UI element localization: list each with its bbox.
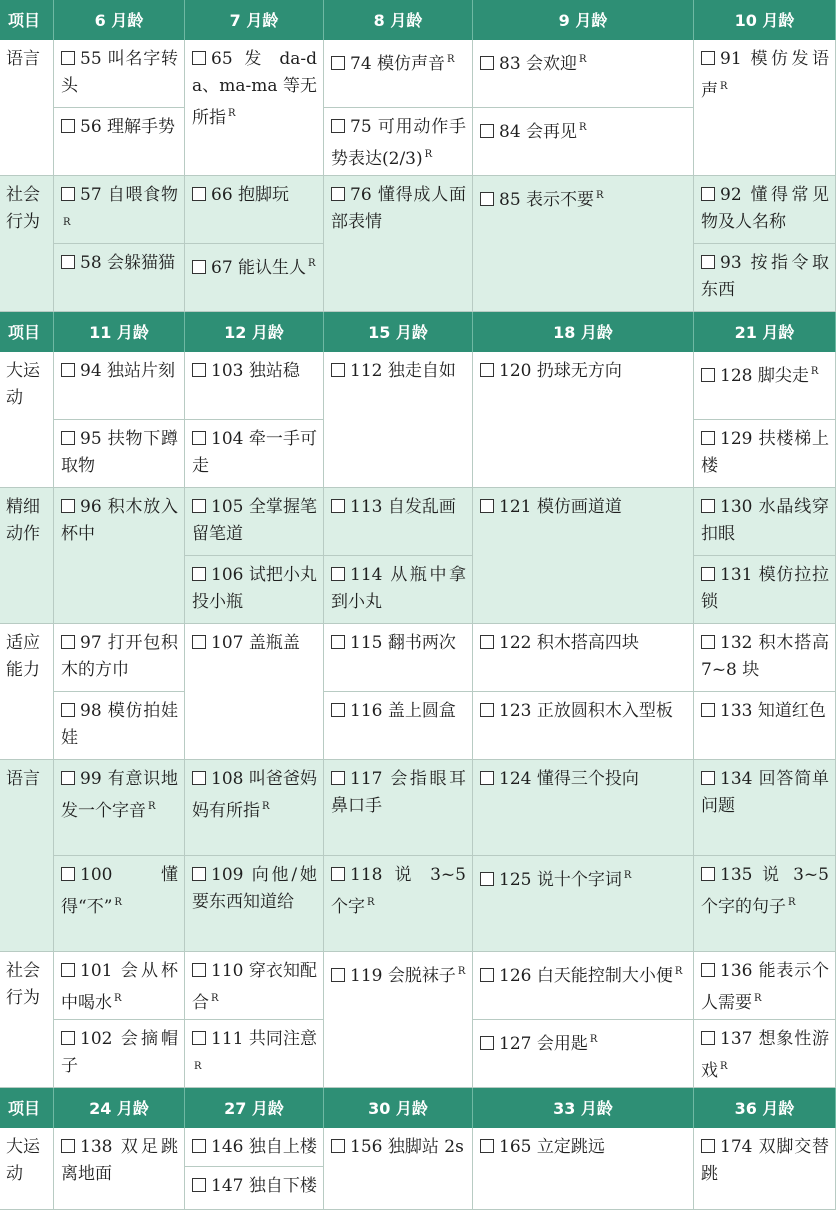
milestone-text: 83 会欢迎 [499, 54, 578, 74]
milestone-text: 98 模仿拍娃娃 [61, 701, 178, 748]
milestone-text: 121 模仿画道道 [499, 497, 622, 517]
milestone-text: 103 独站稳 [211, 361, 300, 381]
checkbox-icon[interactable] [192, 51, 206, 65]
milestone-text: 99 有意识地发一个字音 [61, 769, 178, 821]
milestone-item [324, 352, 473, 488]
milestone-text: 94 独站片刻 [80, 361, 176, 381]
milestone-text: 107 盖瓶盖 [211, 633, 300, 653]
checkbox-icon[interactable] [192, 499, 206, 513]
report-mark: R [148, 801, 156, 812]
checkbox-icon[interactable] [480, 1139, 494, 1153]
checkbox-icon[interactable] [331, 635, 345, 649]
milestone-text: 118 说 3~5 个字 [331, 865, 466, 917]
checkbox-icon[interactable] [192, 187, 206, 201]
milestone-item [694, 1020, 836, 1088]
checkbox-icon[interactable] [192, 867, 206, 881]
report-mark: R [308, 258, 316, 269]
milestone-text: 138 双足跳离地面 [61, 1137, 178, 1184]
age-header: 8 月龄 [324, 0, 473, 40]
category-label: 精细动作 [0, 488, 54, 624]
report-mark: R [720, 1061, 728, 1072]
milestone-text: 105 全掌握笔留笔道 [192, 497, 317, 544]
milestone-item [185, 952, 324, 1020]
report-mark: R [589, 1034, 598, 1045]
milestone-text: 66 抱脚玩 [211, 185, 290, 205]
checkbox-icon[interactable] [701, 703, 715, 717]
checkbox-icon[interactable] [192, 260, 206, 274]
milestone-item [694, 760, 836, 856]
milestone-item [324, 1128, 473, 1210]
milestone-item [54, 244, 185, 312]
report-mark: R [262, 801, 270, 812]
milestone-text: 116 盖上圆盒 [350, 701, 456, 721]
milestone-text: 129 扶楼梯上楼 [701, 429, 829, 476]
milestone-item [473, 1020, 694, 1088]
milestone-item [54, 176, 185, 244]
milestone-item [54, 108, 185, 176]
milestone-text: 104 牵一手可走 [192, 429, 317, 476]
milestone-item [185, 420, 324, 488]
milestone-text: 93 按指令取东西 [701, 253, 829, 300]
report-mark: R [596, 190, 604, 201]
milestone-text: 100 懂得“不” [61, 865, 178, 917]
age-header: 9 月龄 [473, 0, 694, 40]
age-header: 33 月龄 [473, 1088, 694, 1128]
milestone-text: 109 向他/她要东西知道给 [192, 865, 317, 912]
milestone-text: 96 积木放入杯中 [61, 497, 178, 544]
milestone-item [54, 952, 185, 1020]
milestone-item [473, 176, 694, 312]
milestone-text: 110 穿衣知配合 [192, 961, 317, 1013]
checkbox-icon[interactable] [701, 635, 715, 649]
milestone-text: 74 模仿声音 [350, 54, 446, 74]
milestone-item [324, 556, 473, 624]
milestone-item [324, 692, 473, 760]
checkbox-icon[interactable] [61, 771, 75, 785]
milestone-item [185, 40, 324, 176]
checkbox-icon[interactable] [61, 867, 75, 881]
milestone-text: 75 可用动作手势表达(2/3) [331, 117, 466, 169]
milestone-item [54, 692, 185, 760]
checkbox-icon[interactable] [701, 867, 715, 881]
checkbox-icon[interactable] [192, 431, 206, 445]
milestone-item [54, 1020, 185, 1088]
report-mark: R [194, 1061, 202, 1072]
milestone-item [54, 488, 185, 624]
milestone-item [694, 856, 836, 952]
milestone-item [324, 40, 473, 108]
checkbox-icon[interactable] [61, 1139, 75, 1153]
milestone-text: 67 能认生人 [211, 258, 307, 278]
checkbox-icon[interactable] [480, 703, 494, 717]
milestone-text: 84 会再见 [499, 122, 578, 142]
milestone-item [473, 352, 694, 488]
milestone-text: 56 理解手势 [80, 117, 176, 137]
age-header: 12 月龄 [185, 312, 324, 352]
milestone-text: 55 叫名字转头 [61, 49, 178, 96]
milestone-text: 134 回答简单问题 [701, 769, 829, 816]
report-mark: R [367, 897, 375, 908]
checkbox-icon[interactable] [61, 963, 75, 977]
milestone-item [324, 856, 473, 952]
checkbox-icon[interactable] [331, 867, 345, 881]
milestone-text: 131 模仿拉拉锁 [701, 565, 829, 612]
milestone-item [473, 760, 694, 856]
milestone-text: 133 知道红色 [720, 701, 826, 721]
report-mark: R [63, 217, 71, 228]
age-header: 27 月龄 [185, 1088, 324, 1128]
milestone-item [185, 488, 324, 556]
milestone-text: 128 脚尖走 [720, 366, 809, 386]
report-mark: R [228, 108, 236, 119]
age-header: 6 月龄 [54, 0, 185, 40]
checkbox-icon[interactable] [192, 963, 206, 977]
checkbox-icon[interactable] [61, 363, 75, 377]
checkbox-icon[interactable] [331, 968, 345, 982]
checkbox-icon[interactable] [480, 1036, 494, 1050]
checkbox-icon[interactable] [331, 703, 345, 717]
milestone-text: 146 独自上楼 [211, 1137, 317, 1157]
milestone-item [473, 624, 694, 692]
checkbox-icon[interactable] [61, 1031, 75, 1045]
age-header: 24 月龄 [54, 1088, 185, 1128]
milestone-text: 127 会用匙 [499, 1034, 588, 1054]
checkbox-icon[interactable] [61, 187, 75, 201]
milestone-text: 111 共同注意 [211, 1029, 317, 1049]
checkbox-icon[interactable] [61, 703, 75, 717]
checkbox-icon[interactable] [61, 51, 75, 65]
report-mark: R [447, 54, 455, 65]
checkbox-icon[interactable] [480, 363, 494, 377]
milestone-text: 101 会从杯中喝水 [61, 961, 178, 1013]
milestone-item [324, 108, 473, 176]
checkbox-icon[interactable] [331, 771, 345, 785]
checkbox-icon[interactable] [192, 363, 206, 377]
milestone-item [324, 624, 473, 692]
checkbox-icon[interactable] [61, 255, 75, 269]
milestone-item [694, 244, 836, 312]
age-header: 7 月龄 [185, 0, 324, 40]
milestone-item [473, 692, 694, 760]
milestone-text: 174 双脚交替跳 [701, 1137, 829, 1184]
checkbox-icon[interactable] [701, 51, 715, 65]
milestone-item [185, 352, 324, 420]
milestone-item [54, 420, 185, 488]
checkbox-icon[interactable] [480, 124, 494, 138]
milestone-text: 120 扔球无方向 [499, 361, 622, 381]
checkbox-icon[interactable] [701, 1139, 715, 1153]
checkbox-icon[interactable] [61, 499, 75, 513]
checkbox-icon[interactable] [480, 771, 494, 785]
milestone-text: 112 独走自如 [350, 361, 456, 381]
age-header: 10 月龄 [694, 0, 836, 40]
checkbox-icon[interactable] [192, 1139, 206, 1153]
age-header: 30 月龄 [324, 1088, 473, 1128]
checkbox-icon[interactable] [331, 499, 345, 513]
category-label: 语言 [0, 40, 54, 176]
milestone-text: 123 正放圆积木入型板 [499, 701, 673, 721]
milestone-item [473, 952, 694, 1020]
milestone-item [54, 856, 185, 952]
milestone-item [54, 1128, 185, 1210]
checkbox-icon[interactable] [331, 187, 345, 201]
checkbox-icon[interactable] [701, 431, 715, 445]
milestone-text: 147 独自下楼 [211, 1176, 317, 1196]
milestone-item [694, 488, 836, 556]
milestone-item [185, 856, 324, 952]
milestone-item [185, 556, 324, 624]
report-mark: R [623, 870, 632, 881]
milestone-item [694, 692, 836, 760]
milestone-item [185, 176, 324, 244]
milestone-item [473, 856, 694, 952]
checkbox-icon[interactable] [480, 499, 494, 513]
milestone-item [694, 176, 836, 244]
milestone-item [473, 1128, 694, 1210]
report-mark: R [114, 897, 122, 908]
checkbox-icon[interactable] [701, 368, 715, 382]
milestone-text: 113 自发乱画 [350, 497, 456, 517]
milestone-item [694, 352, 836, 420]
checkbox-icon[interactable] [192, 635, 206, 649]
checkbox-icon[interactable] [331, 56, 345, 70]
milestone-text: 114 从瓶中拿到小丸 [331, 565, 466, 612]
milestone-text: 137 想象性游戏 [701, 1029, 829, 1081]
milestone-item [473, 108, 694, 176]
milestone-item [473, 488, 694, 624]
milestone-text: 76 懂得成人面部表情 [331, 185, 466, 232]
checkbox-icon[interactable] [61, 431, 75, 445]
milestone-item [54, 40, 185, 108]
checkbox-icon[interactable] [701, 1031, 715, 1045]
milestone-text: 92 懂得常见物及人名称 [701, 185, 829, 232]
checkbox-icon[interactable] [480, 872, 494, 886]
age-header: 18 月龄 [473, 312, 694, 352]
milestone-item [54, 352, 185, 420]
milestone-text: 156 独脚站 2s [350, 1137, 464, 1157]
milestone-item [324, 760, 473, 856]
report-mark: R [579, 122, 587, 133]
milestone-item [694, 420, 836, 488]
checkbox-icon[interactable] [701, 567, 715, 581]
checkbox-icon[interactable] [701, 255, 715, 269]
category-label: 语言 [0, 760, 54, 952]
milestone-item [185, 760, 324, 856]
milestone-text: 132 积木搭高 7~8 块 [701, 633, 829, 680]
checkbox-icon[interactable] [192, 771, 206, 785]
milestone-item [324, 488, 473, 556]
report-mark: R [720, 81, 728, 92]
checkbox-icon[interactable] [480, 192, 494, 206]
checkbox-icon[interactable] [61, 119, 75, 133]
milestone-item [185, 1167, 324, 1210]
checkbox-icon[interactable] [192, 1031, 206, 1045]
milestone-item [185, 1020, 324, 1088]
milestone-text: 108 叫爸爸妈妈有所指 [192, 769, 317, 821]
checkbox-icon[interactable] [480, 56, 494, 70]
milestone-item [54, 760, 185, 856]
milestone-item [185, 624, 324, 760]
report-mark: R [211, 993, 219, 1004]
checkbox-icon[interactable] [192, 567, 206, 581]
report-mark: R [114, 993, 122, 1004]
milestone-text: 115 翻书两次 [350, 633, 456, 653]
report-mark: R [424, 149, 433, 160]
category-label: 社会行为 [0, 176, 54, 312]
milestone-text: 122 积木搭高四块 [499, 633, 639, 653]
milestone-text: 125 说十个字词 [499, 870, 622, 890]
milestone-text: 126 白天能控制大小便 [499, 966, 673, 986]
milestone-item [694, 1128, 836, 1210]
category-label: 适应能力 [0, 624, 54, 760]
checkbox-icon[interactable] [61, 635, 75, 649]
milestone-item [694, 624, 836, 692]
checkbox-icon[interactable] [192, 1178, 206, 1192]
milestone-text: 95 扶物下蹲取物 [61, 429, 178, 476]
report-mark: R [810, 366, 819, 377]
checkbox-icon[interactable] [480, 635, 494, 649]
header-label: 项目 [0, 1088, 54, 1128]
milestone-text: 102 会摘帽子 [61, 1029, 178, 1076]
milestone-item [694, 556, 836, 624]
milestone-text: 130 水晶线穿扣眼 [701, 497, 829, 544]
header-label: 项目 [0, 312, 54, 352]
milestone-item [54, 624, 185, 692]
milestone-text: 65 发 da-da、ma-ma 等无所指 [192, 49, 317, 128]
checkbox-icon[interactable] [480, 968, 494, 982]
milestone-text: 85 表示不要 [499, 190, 595, 210]
age-header: 11 月龄 [54, 312, 185, 352]
milestone-item [324, 952, 473, 1088]
checkbox-icon[interactable] [331, 567, 345, 581]
milestone-text: 135 说 3~5 个字的句子 [701, 865, 829, 917]
checkbox-icon[interactable] [701, 771, 715, 785]
report-mark: R [754, 993, 762, 1004]
milestone-text: 136 能表示个人需要 [701, 961, 829, 1013]
report-mark: R [788, 897, 796, 908]
category-label: 大运动 [0, 1128, 54, 1210]
milestone-item [694, 40, 836, 176]
milestone-text: 165 立定跳远 [499, 1137, 605, 1157]
category-label: 社会行为 [0, 952, 54, 1088]
checkbox-icon[interactable] [701, 187, 715, 201]
milestone-item [324, 176, 473, 312]
age-header: 36 月龄 [694, 1088, 836, 1128]
age-header: 15 月龄 [324, 312, 473, 352]
age-header: 21 月龄 [694, 312, 836, 352]
milestone-text: 106 试把小丸投小瓶 [192, 565, 317, 612]
header-label: 项目 [0, 0, 54, 40]
milestone-item [473, 40, 694, 108]
category-label: 大运动 [0, 352, 54, 488]
checkbox-icon[interactable] [331, 1139, 345, 1153]
checkbox-icon[interactable] [331, 363, 345, 377]
milestone-text: 124 懂得三个投向 [499, 769, 639, 789]
report-mark: R [674, 966, 683, 977]
checkbox-icon[interactable] [701, 499, 715, 513]
report-mark: R [579, 54, 587, 65]
milestone-text: 97 打开包积木的方巾 [61, 633, 178, 680]
milestone-text: 117 会指眼耳鼻口手 [331, 769, 466, 816]
checkbox-icon[interactable] [331, 119, 345, 133]
milestone-text: 119 会脱袜子 [350, 966, 456, 986]
milestone-item [185, 244, 324, 312]
milestone-text: 91 模仿发语声 [701, 49, 829, 101]
report-mark: R [457, 966, 466, 977]
milestone-text: 58 会躲猫猫 [80, 253, 176, 273]
milestone-text: 57 自喂食物 [80, 185, 178, 205]
milestone-item [185, 1128, 324, 1167]
milestone-item [694, 952, 836, 1020]
checkbox-icon[interactable] [701, 963, 715, 977]
